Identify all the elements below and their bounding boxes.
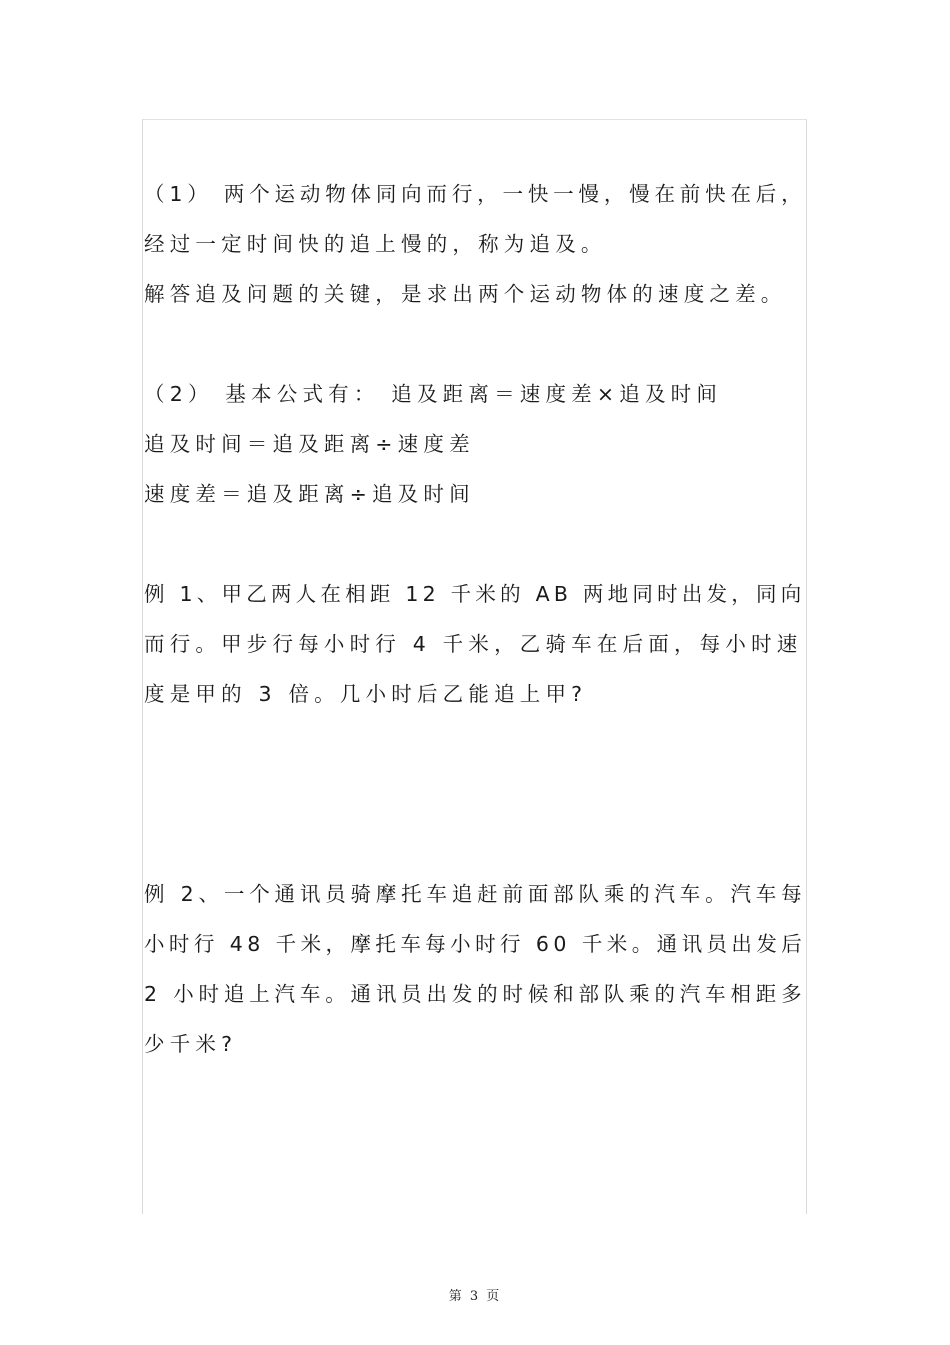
section1-line2: 经过一定时间快的追上慢的，称为追及。 (144, 232, 607, 256)
example2-line2: 小时行 48 千米，摩托车每小时行 60 千米。通讯员出发后 (144, 932, 807, 956)
example1-line1: 例 1、甲乙两人在相距 12 千米的 AB 两地同时出发，同向 (144, 582, 806, 606)
section1-line1: （1） 两个运动物体同向而行，一快一慢，慢在前快在后， (144, 182, 807, 206)
example2-line4: 少千米? (144, 1032, 238, 1056)
section1-line3: 解答追及问题的关键，是求出两个运动物体的速度之差。 (144, 282, 787, 306)
example2-line1: 例 2、一个通讯员骑摩托车追赶前面部队乘的汽车。汽车每 (144, 882, 807, 906)
section2-line3: 速度差＝追及距离÷追及时间 (144, 482, 475, 506)
section2-line2: 追及时间＝追及距离÷速度差 (144, 432, 475, 456)
example1-line3: 度是甲的 3 倍。几小时后乙能追上甲? (144, 682, 588, 706)
page-number: 第 3 页 (448, 1289, 502, 1304)
section2-line1: （2） 基本公式有： 追及距离＝速度差×追及时间 (144, 382, 723, 406)
example1-line2: 而行。甲步行每小时行 4 千米，乙骑车在后面，每小时速 (144, 632, 803, 656)
example2-line3: 2 小时追上汽车。通讯员出发的时候和部队乘的汽车相距多 (144, 982, 807, 1006)
